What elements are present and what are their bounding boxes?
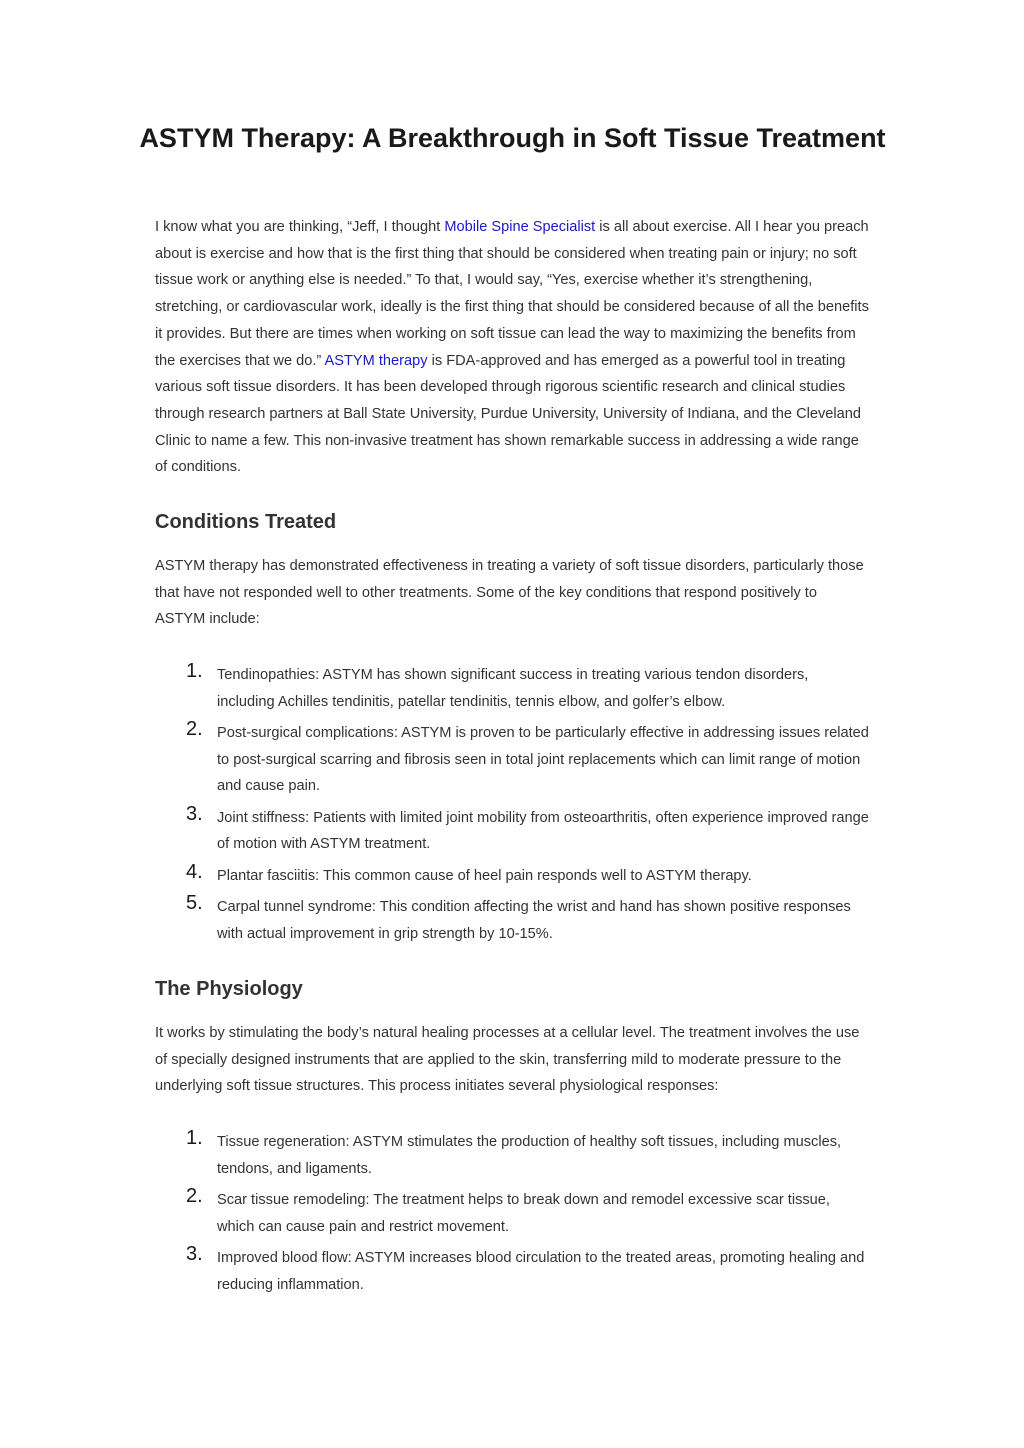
list-number: 2. (186, 718, 203, 740)
list-item-text: Carpal tunnel syndrome: This condition affecting the wrist and hand has shown positive responses with actual improvement in grip strength by 10-15%. (217, 899, 851, 942)
list-item-text: Tissue regeneration: ASTYM stimulates the production of healthy soft tissues, including muscles, tendons, and ligaments. (217, 1134, 842, 1177)
physiology-intro: It works by stimulating the body’s natural healing processes at a cellular level. The treatment involves the use of specially designed instruments that are applied to the skin, transferring mild to moderate pressure to the underlying soft tissue structures. This process initiates several physiological responses: (155, 1025, 860, 1095)
list-item-text: Improved blood flow: ASTYM increases blood circulation to the treated areas, promoting healing and reducing inflammation. (217, 1250, 865, 1293)
list-number: 2. (186, 1185, 203, 1207)
list-item (155, 720, 870, 800)
list-item (155, 662, 870, 715)
list-number: 1. (186, 660, 203, 682)
intro-text-2: is all about exercise. All I hear you preach about is exercise and how that is the first thing that should be considered when treating pain or injury; no soft tissue work or anything else is needed.” To that, I would say, “Yes, exercise whether it’s strengthening, stretching, or cardiovascular work, ideally is the first thing that should be considered because of all the benefits it provides. But there are times when working on soft tissue can lead the way to maximizing the benefits from the exercises that we do.” (155, 219, 869, 369)
intro-text-1: I know what you are thinking, “Jeff, I thought (155, 219, 445, 235)
list-item (155, 860, 870, 890)
list-number: 5. (186, 892, 203, 914)
list-number: 4. (186, 860, 203, 883)
list-item-text: Joint stiffness: Patients with limited joint mobility from osteoarthritis, often experience improved range of motion with ASTYM treatment. (217, 809, 869, 853)
list-item-text: Scar tissue remodeling: The treatment helps to break down and remodel excessive scar tissue, which can cause pain and restrict movement. (217, 1192, 830, 1235)
list-item (155, 894, 870, 947)
intro-paragraph (155, 214, 870, 481)
mobile-spine-specialist-link[interactable]: Mobile Spine Specialist (444, 219, 596, 235)
list-item (155, 1129, 870, 1182)
list-item-text: Post-surgical complications: ASTYM is proven to be particularly effective in addressing issues related to post-surgical scarring and fibrosis seen in total joint replacements which can limit range of motion and cause pain. (217, 725, 869, 795)
physiology-list (155, 1129, 870, 1303)
list-item-text: Tendinopathies: ASTYM has shown significant success in treating various tendon disorders, including Achilles tendinitis, patellar tendinitis, tennis elbow, and golfer’s elbow. (217, 667, 809, 710)
conditions-heading: Conditions Treated (155, 511, 337, 533)
list-number: 1. (186, 1127, 203, 1149)
list-number: 3. (186, 802, 203, 825)
list-item-text: Plantar fasciitis: This common cause of heel pain responds well to ASTYM therapy. (217, 867, 752, 884)
list-item (155, 802, 870, 858)
list-item (155, 1187, 870, 1240)
physiology-heading: The Physiology (155, 978, 303, 1000)
list-number: 3. (186, 1243, 203, 1265)
intro-text-3: is FDA-approved and has emerged as a powerful tool in treating various soft tissue disorders. It has been developed through rigorous scientific research and clinical studies through research partners at Ball State University, Purdue University, University of Indiana, and the Cleveland Clinic to name a few. This non-invasive treatment has shown remarkable success in addressing a wide range of conditions. (155, 352, 861, 476)
astym-therapy-link[interactable]: ASTYM therapy (324, 352, 428, 369)
page-title: ASTYM Therapy: A Breakthrough in Soft Tissue Treatment (139, 123, 886, 153)
conditions-list (155, 662, 870, 952)
conditions-intro: ASTYM therapy has demonstrated effectiveness in treating a variety of soft tissue disorders, particularly those that have not responded well to other treatments. Some of the key conditions that respond positively to ASTYM include: (155, 558, 864, 628)
list-item (155, 1245, 870, 1298)
